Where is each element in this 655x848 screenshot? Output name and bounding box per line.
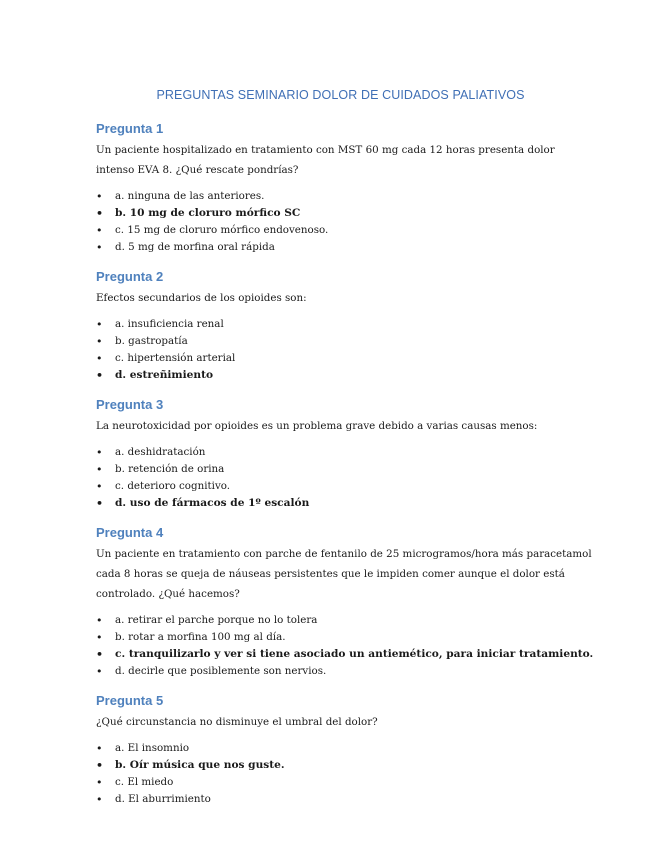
answer-option: • d. estreñimiento [96, 367, 595, 384]
question-text: ¿Qué circunstancia no disminuye el umbral del dolor? [96, 716, 378, 728]
question-2 [96, 269, 595, 384]
question-text: La neurotoxicidad por opioides es un problema grave debido a varias causas menos: [96, 420, 538, 432]
question-text: Un paciente hospitalizado en tratamiento con MST 60 mg cada 12 horas presenta dolor intenso EVA 8. ¿Qué rescate pondrías? [96, 144, 555, 176]
answer-option: • b. Oír música que nos guste. [96, 757, 595, 774]
answer-option: • a. insuficiencia renal [96, 316, 595, 333]
answer-options [96, 444, 595, 512]
answer-options [96, 740, 595, 808]
answer-option: • a. ninguna de las anteriores. [96, 188, 595, 205]
question-text: Efectos secundarios de los opioides son: [96, 292, 307, 304]
answer-option: • c. El miedo [96, 774, 595, 791]
document-title: PREGUNTAS SEMINARIO DOLOR DE CUIDADOS PALIATIVOS [156, 88, 525, 102]
answer-option: • c. tranquilizarlo y ver si tiene asociado un antiemético, para iniciar tratamiento. [96, 646, 595, 663]
question-heading: Pregunta 3 [96, 397, 164, 412]
answer-option: • c. hipertensión arterial [96, 350, 595, 367]
answer-option: • b. 10 mg de cloruro mórfico SC [96, 205, 595, 222]
answer-option: • d. uso de fármacos de 1º escalón [96, 495, 595, 512]
answer-option: • b. gastropatía [96, 333, 595, 350]
answer-option: • a. El insomnio [96, 740, 595, 757]
answer-options [96, 612, 595, 680]
answer-option: • a. deshidratación [96, 444, 595, 461]
question-heading: Pregunta 1 [96, 121, 164, 136]
answer-option: • b. retención de orina [96, 461, 595, 478]
questions-list [96, 121, 595, 808]
answer-option: • c. 15 mg de cloruro mórfico endovenoso. [96, 222, 595, 239]
answer-option: • a. retirar el parche porque no lo tolera [96, 612, 595, 629]
question-4 [96, 525, 595, 680]
answer-options [96, 188, 595, 256]
answer-options [96, 316, 595, 384]
question-heading: Pregunta 5 [96, 693, 164, 708]
question-text: Un paciente en tratamiento con parche de fentanilo de 25 microgramos/hora más paracetamol cada 8 horas se queja de náuseas persistentes que le impiden comer aunque el dolor está controlado. ¿Qué hacemos? [96, 548, 592, 600]
question-3 [96, 397, 595, 512]
question-heading: Pregunta 4 [96, 525, 164, 540]
question-heading: Pregunta 2 [96, 269, 164, 284]
answer-option: • b. rotar a morfina 100 mg al día. [96, 629, 595, 646]
question-1 [96, 121, 595, 256]
question-5 [96, 693, 595, 808]
answer-option: • d. decirle que posiblemente son nervios. [96, 663, 595, 680]
answer-option: • c. deterioro cognitivo. [96, 478, 595, 495]
answer-option: • d. El aburrimiento [96, 791, 595, 808]
answer-option: • d. 5 mg de morfina oral rápida [96, 239, 595, 256]
